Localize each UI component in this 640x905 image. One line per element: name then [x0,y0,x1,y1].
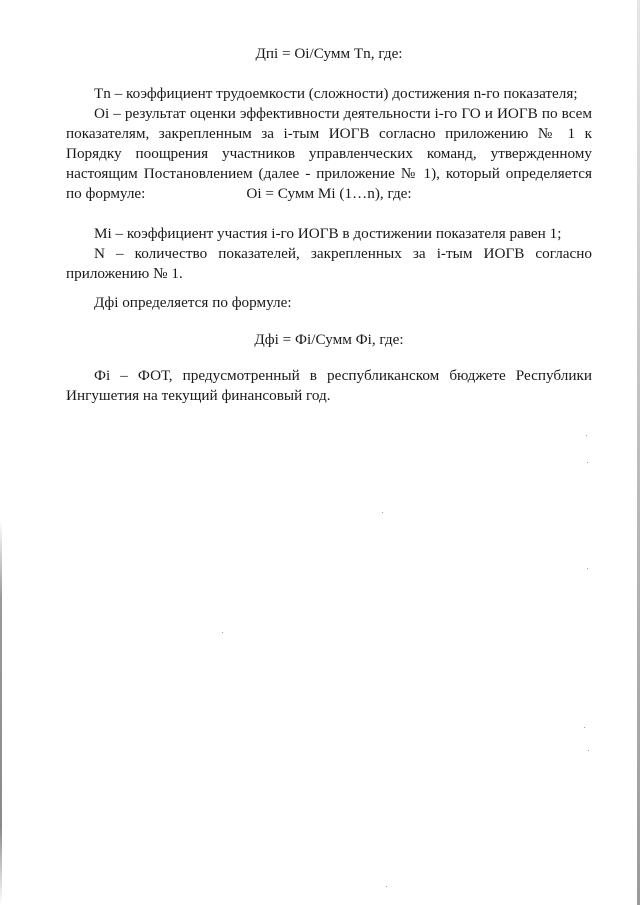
scan-speck [587,568,588,569]
scan-speck [222,632,223,633]
dfi-intro-text: Дфi определяется по формуле: [94,294,292,311]
n-definition: N – количество показателей, закрепленных за i-тым ИОГВ согласно приложению № 1. [66,245,592,282]
dfi-intro [66,293,592,313]
scan-speck [584,727,585,728]
scan-speck [382,512,383,513]
fi-definition: Фi – ФОТ, предусмотренный в республиканском бюджете Республики Ингушетия на текущий финансовый год. [66,367,592,404]
formula-dfi-text: Дфi = Фi/Сумм Фi, где: [254,331,404,348]
scan-edge-left [0,520,2,905]
scan-speck [586,435,587,436]
formula-dpi [66,44,592,64]
formula-dfi [66,330,592,350]
definitions-block-2 [66,224,592,284]
definitions-block-3 [66,366,592,406]
formula-dpi-text: Дпi = Оi/Сумм Тn, где: [255,45,403,62]
scan-speck [386,886,387,887]
formula-oi [66,184,592,204]
formula-oi-text: Оi = Сумм Мi (1…n), где: [246,185,412,202]
oi-definition: Оi – результат оценки эффективности деятельности i-го ГО и ИОГВ по всем показателям, закрепленным за i-тым ИОГВ согласно приложению № 1 к Порядку поощрения участников управленческих команд, утвержденному настоящим Постановлением (далее - приложение № 1), который определяется по формуле: [66,105,592,202]
mi-definition: Мi – коэффициент участия i-го ИОГВ в достижении показателя равен 1; [94,225,562,242]
scan-speck [587,462,588,463]
scan-speck [588,750,589,751]
tn-definition: Тn – коэффициент трудоемкости (сложности) достижения n-го показателя; [94,85,578,102]
